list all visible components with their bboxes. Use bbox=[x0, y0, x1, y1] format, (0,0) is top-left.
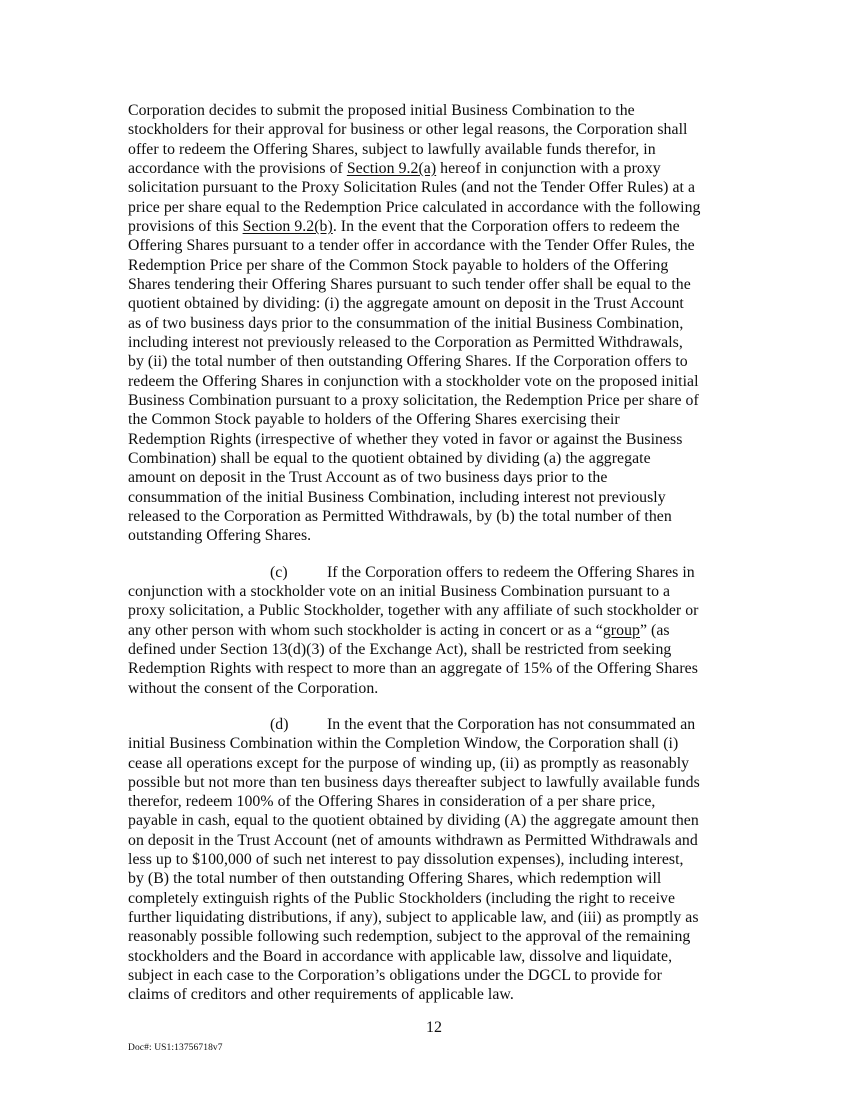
text-line bbox=[128, 391, 744, 410]
text-line bbox=[128, 621, 744, 640]
text-line bbox=[128, 217, 744, 236]
text-segment: without the consent of the Corporation. bbox=[128, 679, 379, 697]
text-segment: as of two business days prior to the consummation of the initial Business Combination, bbox=[128, 314, 684, 332]
text-line bbox=[128, 889, 744, 908]
paragraph-letter-label: (d) bbox=[270, 715, 289, 733]
text-line bbox=[128, 679, 744, 698]
text-segment: cease all operations except for the purpose of winding up, (ii) as promptly as reasonably bbox=[128, 754, 690, 772]
text-line bbox=[128, 372, 744, 391]
text-line bbox=[128, 966, 744, 985]
text-line bbox=[128, 734, 744, 753]
document-body bbox=[128, 101, 744, 1005]
text-line bbox=[128, 236, 744, 255]
text-line bbox=[128, 715, 744, 734]
paragraph-subsection-d bbox=[128, 715, 744, 1005]
text-line bbox=[128, 101, 744, 120]
text-segment: by (ii) the total number of then outstanding Offering Shares. If the Corporation offers to bbox=[128, 353, 688, 371]
paragraph-subsection-c bbox=[128, 563, 744, 698]
text-line bbox=[128, 927, 744, 946]
text-line bbox=[128, 582, 744, 601]
text-line bbox=[128, 985, 744, 1004]
text-segment: price per share equal to the Redemption Price calculated in accordance with the following bbox=[128, 198, 701, 216]
text-segment: payable in cash, equal to the quotient obtained by dividing (A) the aggregate amount then bbox=[128, 812, 699, 830]
text-line bbox=[128, 159, 744, 178]
text-segment: any other person with whom such stockholder is acting in concert or as a “ bbox=[128, 621, 603, 639]
text-segment: In the event that the Corporation has not consummated an bbox=[327, 715, 696, 733]
paragraph-section-9-2-b-continuation bbox=[128, 101, 744, 546]
text-line bbox=[128, 507, 744, 526]
text-line bbox=[128, 526, 744, 545]
page-number: 12 bbox=[426, 1019, 442, 1036]
text-line bbox=[128, 120, 744, 139]
text-line bbox=[128, 449, 744, 468]
text-segment: released to the Corporation as Permitted Withdrawals, by (b) the total number of then bbox=[128, 507, 672, 525]
text-segment: If the Corporation offers to redeem the Offering Shares in bbox=[327, 563, 695, 581]
text-segment: stockholders for their approval for business or other legal reasons, the Corporation shall bbox=[128, 121, 688, 139]
text-segment: Offering Shares pursuant to a tender offer in accordance with the Tender Offer Rules, the bbox=[128, 237, 695, 255]
text-line bbox=[128, 275, 744, 294]
text-line bbox=[128, 850, 744, 869]
text-segment: including interest not previously released to the Corporation as Permitted Withdrawals, bbox=[128, 333, 683, 351]
text-line bbox=[128, 410, 744, 429]
text-segment: stockholders and the Board in accordance with applicable law, dissolve and liquidate, bbox=[128, 947, 673, 965]
text-line bbox=[128, 792, 744, 811]
text-segment: hereof in conjunction with a proxy bbox=[436, 159, 661, 177]
text-line bbox=[128, 754, 744, 773]
text-segment: reasonably possible following such redemption, subject to the approval of the remaining bbox=[128, 928, 691, 946]
text-line bbox=[128, 773, 744, 792]
text-segment: therefor, redeem 100% of the Offering Shares in consideration of a per share price, bbox=[128, 793, 656, 811]
text-segment: Combination) shall be equal to the quotient obtained by dividing (a) the aggregate bbox=[128, 449, 651, 467]
text-segment: possible but not more than ten business days thereafter subject to lawfully available funds bbox=[128, 773, 700, 791]
text-segment: less up to $100,000 of such net interest to pay dissolution expenses), including interest, bbox=[128, 851, 684, 869]
doc-id-footer: Doc#: US1:13756718v7 bbox=[128, 1043, 223, 1053]
text-segment: outstanding Offering Shares. bbox=[128, 527, 312, 545]
text-segment: Redemption Rights (irrespective of whether they voted in favor or against the Business bbox=[128, 430, 683, 448]
text-line bbox=[128, 869, 744, 888]
text-line bbox=[128, 601, 744, 620]
text-segment: on deposit in the Trust Account (net of amounts withdrawn as Permitted Withdrawals and bbox=[128, 831, 698, 849]
text-line bbox=[128, 256, 744, 275]
text-line bbox=[128, 488, 744, 507]
text-segment: accordance with the provisions of bbox=[128, 159, 347, 177]
text-line bbox=[128, 831, 744, 850]
text-segment: Business Combination pursuant to a proxy solicitation, the Redemption Price per share of bbox=[128, 391, 699, 409]
text-line bbox=[128, 659, 744, 678]
text-segment: provisions of this bbox=[128, 217, 243, 235]
text-segment: consummation of the initial Business Combination, including interest not previously bbox=[128, 488, 666, 506]
text-line bbox=[128, 947, 744, 966]
underlined-reference: group bbox=[602, 621, 640, 639]
text-segment: amount on deposit in the Trust Account as of two business days prior to the bbox=[128, 469, 608, 487]
text-line bbox=[128, 294, 744, 313]
text-segment: claims of creditors and other requirements of applicable law. bbox=[128, 986, 514, 1004]
text-line bbox=[128, 140, 744, 159]
text-segment: quotient obtained by dividing: (i) the aggregate amount on deposit in the Trust Account bbox=[128, 295, 684, 313]
text-line bbox=[128, 908, 744, 927]
text-segment: offer to redeem the Offering Shares, subject to lawfully available funds therefor, in bbox=[128, 140, 656, 158]
text-line bbox=[128, 468, 744, 487]
text-segment: initial Business Combination within the Completion Window, the Corporation shall (i) bbox=[128, 735, 679, 753]
text-line bbox=[128, 198, 744, 217]
underlined-reference: Section 9.2(b) bbox=[242, 217, 333, 235]
text-segment: solicitation pursuant to the Proxy Solicitation Rules (and not the Tender Offer Rules) at a bbox=[128, 179, 696, 197]
text-line bbox=[128, 178, 744, 197]
text-line bbox=[128, 563, 744, 582]
text-segment: subject in each case to the Corporation’s obligations under the DGCL to provide for bbox=[128, 967, 662, 985]
underlined-reference: Section 9.2(a) bbox=[346, 159, 437, 177]
text-line bbox=[128, 811, 744, 830]
text-line bbox=[128, 430, 744, 449]
text-segment: further liquidating distributions, if any), subject to applicable law, and (iii) as promptly as bbox=[128, 909, 699, 927]
text-segment: proxy solicitation, a Public Stockholder, together with any affiliate of such stockholder or bbox=[128, 602, 699, 620]
text-segment: the Common Stock payable to holders of the Offering Shares exercising their bbox=[128, 411, 620, 429]
paragraph-letter-label: (c) bbox=[270, 563, 288, 581]
text-segment: ” (as bbox=[639, 621, 670, 639]
text-line bbox=[128, 640, 744, 659]
text-segment: defined under Section 13(d)(3) of the Exchange Act), shall be restricted from seeking bbox=[128, 640, 672, 658]
text-line bbox=[128, 314, 744, 333]
text-segment: completely extinguish rights of the Public Stockholders (including the right to receive bbox=[128, 889, 676, 907]
text-line bbox=[128, 352, 744, 371]
text-segment: conjunction with a stockholder vote on an initial Business Combination pursuant to a bbox=[128, 582, 671, 600]
text-segment: by (B) the total number of then outstanding Offering Shares, which redemption will bbox=[128, 870, 662, 888]
text-segment: Shares tendering their Offering Shares pursuant to such tender offer shall be equal to the bbox=[128, 275, 691, 293]
text-line bbox=[128, 333, 744, 352]
text-segment: redeem the Offering Shares in conjunction with a stockholder vote on the proposed initial bbox=[128, 372, 699, 390]
text-segment: Redemption Price per share of the Common Stock payable to holders of the Offering bbox=[128, 256, 669, 274]
text-segment: Corporation decides to submit the proposed initial Business Combination to the bbox=[128, 102, 635, 119]
text-segment: . In the event that the Corporation offers to redeem the bbox=[332, 217, 680, 235]
text-segment: Redemption Rights with respect to more than an aggregate of 15% of the Offering Shares bbox=[128, 660, 698, 678]
